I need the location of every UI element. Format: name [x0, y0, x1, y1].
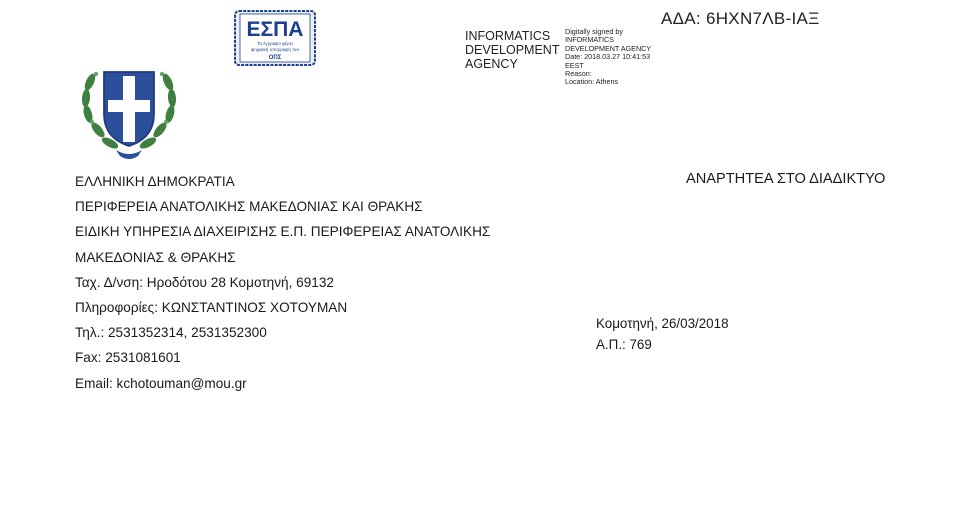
- sender-line-service-cont: ΜΑΚΕΔΟΝΙΑΣ & ΘΡΑΚΗΣ: [75, 249, 236, 265]
- protocol-number: Α.Π.: 769: [596, 337, 652, 352]
- signature-detail-line: DEVELOPMENT AGENCY: [565, 43, 652, 53]
- sender-line-service: ΕΙΔΙΚΗ ΥΠΗΡΕΣΙΑ ΔΙΑΧΕΙΡΙΣΗΣ Ε.Π. ΠΕΡΙΦΕΡΕΙΑΣ ΑΝΑΤΟΛΙΚΗΣ: [75, 224, 491, 240]
- espa-stamp: [234, 10, 316, 66]
- ada-code: ΑΔΑ: 6ΗΧΝ7ΛΒ-ΙΑΞ: [661, 9, 820, 28]
- signature-detail-line: Location: Athens: [565, 77, 619, 87]
- signature-details: [565, 28, 685, 87]
- espa-footer-text: ΟΠΣ: [268, 55, 282, 61]
- publish-notice: ΑΝΑΡΤΗΤΕΑ ΣΤΟ ΔΙΑΔΙΚΤΥΟ: [686, 171, 886, 187]
- sender-line-phone: Τηλ.: 2531352314, 2531352300: [75, 325, 267, 341]
- sender-line-address: Ταχ. Δ/νση: Ηροδότου 28 Κομοτηνή, 69132: [75, 274, 334, 290]
- sender-line-email: Email: kchotouman@mou.gr: [75, 375, 247, 391]
- greek-coat-of-arms-icon: [76, 52, 182, 162]
- sender-block: [75, 172, 490, 399]
- signature-detail-line: EEST: [565, 60, 584, 70]
- svg-text:ψηφιακή υπογραφή του: ψηφιακή υπογραφή του: [251, 47, 299, 52]
- espa-logo-icon: [234, 10, 316, 66]
- signature-detail-line: Date: 2018.03.27 10:41:53: [565, 52, 651, 62]
- place-date: Κομοτηνή, 26/03/2018: [596, 316, 729, 331]
- signature-detail-line: Reason:: [565, 69, 592, 79]
- document-meta: [596, 313, 729, 355]
- signature-detail-line: Digitally signed by: [565, 27, 623, 36]
- signature-detail-line: INFORMATICS: [565, 35, 614, 45]
- sender-line-country: ΕΛΛΗΝΙΚΗ ΔΗΜΟΚΡΑΤΙΑ: [75, 174, 235, 189]
- svg-text:Το έγγραφο φέρει: Το έγγραφο φέρει: [257, 41, 293, 46]
- sender-line-contact-person: Πληροφορίες: ΚΩΝΣΤΑΝΤΙΝΟΣ ΧΟΤΟΥΜΑΝ: [75, 299, 348, 315]
- espa-logo-text: ΕΣΠΑ: [246, 18, 304, 41]
- sender-line-fax: Fax: 2531081601: [75, 350, 181, 366]
- sender-line-region: ΠΕΡΙΦΕΡΕΙΑ ΑΝΑΤΟΛΙΚΗΣ ΜΑΚΕΔΟΝΙΑΣ ΚΑΙ ΘΡΑΚΗΣ: [75, 199, 423, 215]
- signer-name: INFORMATICS DEVELOPMENT AGENCY: [465, 29, 560, 71]
